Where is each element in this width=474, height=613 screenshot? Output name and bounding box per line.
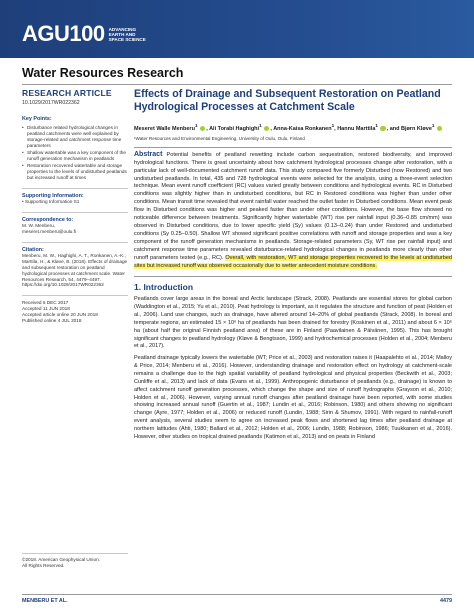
logo-tagline: [109, 27, 146, 42]
abstract: [134, 151, 452, 271]
article-title: Effects of Drainage and Subsequent Restoration on Peatland Hydrological Processes at Catchment Scale: [134, 88, 441, 113]
correspondence-name: M. W. Menberu,: [22, 223, 56, 229]
supporting-heading: Supporting Information:: [22, 193, 84, 200]
author-affil-marker: 1: [259, 123, 262, 128]
main-divider: [134, 147, 452, 148]
abstract-divider: [134, 276, 452, 277]
date-published: Published online 4 JUL 2018: [22, 318, 82, 324]
publisher-banner: [0, 0, 474, 58]
correspondence-heading: Correspondence to:: [22, 217, 74, 224]
footer-divider: [22, 594, 452, 595]
logo-tagline-line: ADVANCING: [108, 26, 137, 32]
abstract-text: Potential benefits of peatland rewetting include carbon sequestration, restored biodiversity, and improved hydrological functions. There is great uncertainty about how catchment hydrological processes change after restoration, with a particular lack of well-documented catchment runoff data. This study compared five formerly Disturbed (now Restored) and two undisturbed peatlands. In total, 435 and 728 hydrological events were selected for the analysis, using a three-event selection technique. Mean event runoff coefficient (RC) values varied greatly between conditions and hydrological events. RC in Disturbed conditions was slightly higher than in undisturbed conditions, but RC in Restored conditions was higher than under other conditions. Mean transit time revealed that event rainfall water reached the outlet faster in Disturbed conditions. Mean event peak flow in Disturbed conditions was higher and peaked faster than under other conditions. However, the base flow showed no noticeable difference between treatments. Significantly higher watertable (WT) rise per rainfall input (0.36–0.85 cm/mm) was observed in Disturbed conditions, due to lower specific yield (Sy) values (0.13–0.24) than under Restored and undisturbed conditions (Sy 0.25–0.50). Shallow WT showed significant positive correlations with runoff and storage properties and was a key component of the runoff generation mechanisms in peatlands. Storage-related parameters (Sy, WT rise per rainfall input) and catchment response time parameters revealed disturbance-related hydrological changes in peatlands more clearly than other runoff parameters tested (e.g., RC).: [134, 151, 452, 261]
copyright-block: [22, 553, 128, 569]
orcid-icon[interactable]: [437, 126, 442, 131]
author-affil-marker: 1: [431, 123, 435, 128]
article-sidebar: [22, 88, 128, 324]
abstract-highlight[interactable]: Overall, with restoration, WT and storage properties recovered to the levels at undisturbed sites but increased runoff was observed occasionally due to wetter antecedent moisture conditions.: [134, 254, 452, 269]
logo-tagline-line: EARTH AND: [108, 31, 136, 37]
agu-logo[interactable]: [22, 22, 146, 46]
copyright-line: ©2018. American Geophysical Union.: [22, 557, 100, 562]
author-name[interactable]: Hannu Marttila: [337, 125, 376, 132]
key-point: • Disturbance related hydrological changes in peatland catchments were well explained by storage-related and catchment response time parameters: [22, 125, 128, 149]
correspondence-email[interactable]: meseret.menberu@oulu.fi: [22, 228, 77, 234]
sidebar-divider: [22, 295, 128, 296]
citation-heading: Citation:: [22, 246, 44, 253]
orcid-icon[interactable]: [380, 126, 385, 131]
sidebar-divider: [22, 553, 128, 554]
abstract-label: Abstract: [134, 150, 163, 158]
key-points-heading: Key Points:: [22, 116, 52, 122]
article-type: RESEARCH ARTICLE: [22, 88, 112, 98]
article-dates: [22, 300, 128, 324]
citation: [22, 247, 128, 288]
copyright-line: All Rights Reserved.: [22, 562, 65, 568]
body-paragraph: Peatland drainage typically lowers the watertable (WT; Price et al., 2003) and restoration raises it (Haapalehto et al., 2014; Malloy & Price, 2014; Menberu et al., 2016). However, understanding drainage and restoration effect on hydrology at catchment-scale remains a challenge due to the high spatial variability of peatland hydrological and physical properties (Beckwith et al., 2003; Cunliffe et al., 2013) and lack of data (Evans et al., 1999). Anthropogenic disturbance of peatlands (e.g., drainage) is known to affect catchment runoff generation processes, which change the shape and size of runoff hydrographs (Grayson et al., 2010; Holden et al., 2006). However, varying annual runoff changes after peatland drainage have been reported, with some studies showing increased annual runoff (Guertin et al., 1987; Lundin et al., 2016; Robinson, 1980) and others showing no significant change (Ayre, 1977; Holden et al., 2006) or reduced runoff (Lundin, 1988; Sirin & Shumov, 1991). With regard to rainfall-runoff event analysis, several studies seem to agree on increased peak flows and shortened lag times after peatland drainage at northern latitudes (Ahti, 1980; Ballard et al., 2012; Holden et al., 2006; Lundin, 1988; Robinson, 1986; Tuukkanen et al., 2016). However, other studies on tropical drained peatlands (Katimon et al., 2013) and on peats in Finland: [134, 355, 452, 440]
date-accepted: Accepted 11 JUN 2018: [22, 306, 70, 312]
author-affil-marker: 1: [194, 123, 198, 128]
sidebar-divider: [22, 212, 128, 213]
author-name[interactable]: Meseret Walle Menberu: [134, 125, 195, 132]
author-name[interactable]: and Bjørn Kløve: [389, 125, 432, 132]
sidebar-divider: [22, 242, 128, 243]
logo-text: AGU100: [22, 21, 105, 46]
key-point: • Restoration recovered watertable and storage properties to the levels of undisturbed peatlands but increased runoff at times: [22, 163, 128, 181]
sidebar-divider: [22, 188, 128, 189]
body-paragraph: Peatlands cover large areas in the boreal and Arctic landscape (Strack, 2008). Peatlands are essential stores for global carbon (Waddington et al., 2015; Yu et al., 2010). Peat hydrology is important, as it regulates the structure and function of peat (Holden et al., 2006). Land use changes, such as drainage, have altered around 14–20% of global peatlands (Strack, 2008). In boreal and temperate regions, an estimated 15 × 10⁶ ha of peatlands has been drained for forestry (Koskinen et al., 2011) and about 6 × 10⁶ ha (about half the original Finnish peatland area) of these are in Finland (Paavilainen & Päivänen, 1995). This has brought significant changes to peatland hydrology (Kløve & Bengtsson, 1999) and hydrochemical processes (Holden et al., 2004; Menberu et al., 2017).: [134, 296, 452, 350]
author-name[interactable]: Ali Torabi Haghighi: [209, 125, 260, 132]
orcid-icon[interactable]: [264, 126, 269, 131]
journal-divider: [22, 84, 452, 85]
author-name[interactable]: Anna-Kaisa Ronkanen: [273, 125, 332, 132]
date-accepted-online: Accepted article online 20 JUN 2018: [22, 312, 98, 318]
logo-tagline-line: SPACE SCIENCE: [108, 36, 146, 42]
supporting-link[interactable]: • Supporting Information S1: [22, 199, 80, 205]
correspondence: [22, 217, 128, 235]
orcid-icon[interactable]: [200, 126, 205, 131]
author-list: Meseret Walle Menberu$^1$ , Ali Torabi Haghighi$^1$ , Anna-Kaisa Ronkanen$^1$, Hannu Marttila$^1$ , and Bjørn Kløve$^1$: [134, 122, 452, 133]
supporting-info: [22, 193, 128, 205]
affiliation: ¹Water Resources and Environmental Engineering, University of Oulu, Oulu, Finland: [134, 135, 305, 141]
page-number: 4479: [440, 598, 452, 604]
date-received: Received 6 DEC 2017: [22, 300, 69, 306]
author-affil-marker: 1: [375, 123, 378, 128]
key-points-list: [22, 125, 128, 181]
article-main: [134, 88, 452, 442]
key-point: • Shallow watertable was a key component of the runoff generation mechanism in peatlands: [22, 150, 128, 162]
author-affil-marker: 1: [331, 123, 335, 128]
citation-text: Menberu, M. W., Haghighi, A. T., Ronkanen, A.-K., Marttila, H., & Kløve, B. (2018). Effects of drainage and subsequent restoration on peatland hydrological processes at catchment scale. Water Resources Research, 54, 4479–4497. https://doi.org/10.1029/2017WR022362: [22, 252, 128, 288]
doi-link[interactable]: 10.1029/2017WR022362: [22, 100, 80, 106]
section-heading: 1. Introduction: [134, 282, 194, 293]
running-author: MENBERU ET AL.: [22, 598, 68, 604]
journal-title[interactable]: Water Resources Research: [22, 66, 184, 80]
